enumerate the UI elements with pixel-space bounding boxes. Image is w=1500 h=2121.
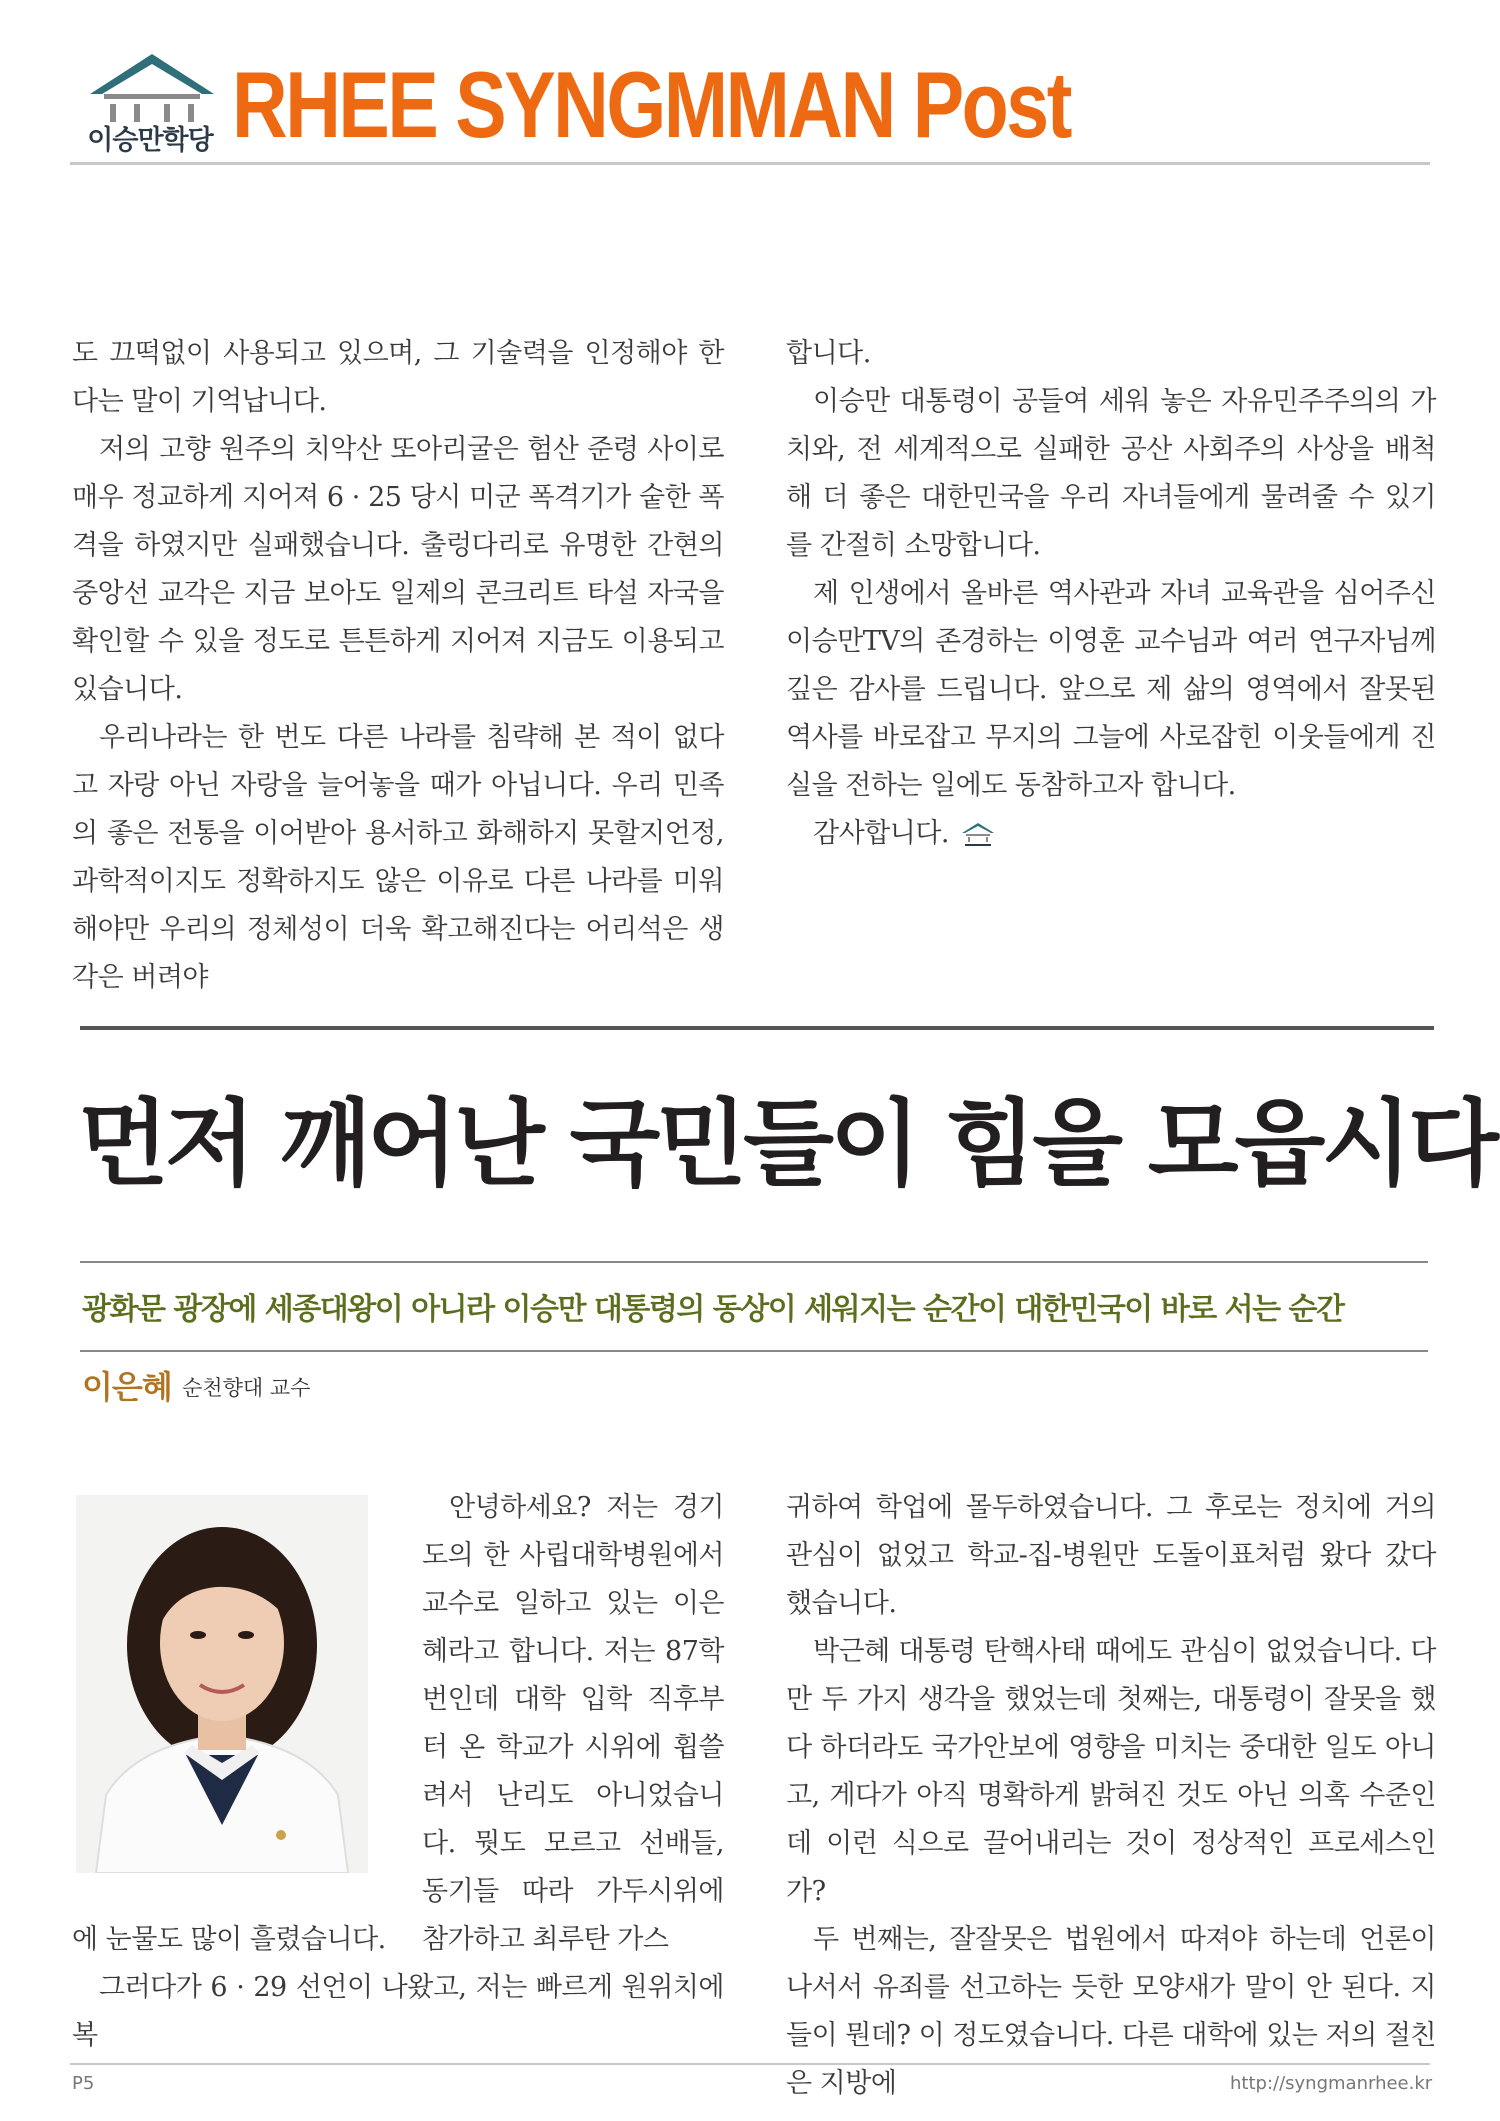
paragraph: 박근혜 대통령 탄핵사태 때에도 관심이 없었습니다. 다만 두 가지 생각을 했었는데 첫째는, 대통령이 잘못을 했다 하더라도 국가안보에 영향을 미치는 중대한 일도 아니고, 게다가 아직 명확하게 밝혀진 것도 아닌 의혹 수준인데 이런 식으로 끌어내리는 것이 정상적인 프로세스인가? — [786, 1636, 1436, 1907]
paragraph: 두 번째는, 잘잘못은 법원에서 따져야 하는데 언론이 나서서 유죄를 선고하는 듯한 모양새가 말이 안 된다. 지들이 뭔데? 이 정도였습니다. 다른 대학에 있는 저의 절친은 지방에 — [786, 1924, 1436, 2099]
author-name: 이은혜 — [82, 1368, 172, 1406]
closing-line — [786, 810, 1436, 858]
logo-text: 이승만학당 — [87, 125, 213, 156]
paragraph: 도 끄떡없이 사용되고 있으며, 그 기술력을 인정해야 한다는 말이 기억납니다. — [72, 338, 724, 417]
paragraph: 합니다. — [786, 338, 871, 369]
article-column-2 — [786, 1484, 1436, 2108]
paragraph: 그러다가 6 · 29 선언이 나왔고, 저는 빠르게 원위치에 복 — [72, 1972, 724, 2051]
paragraph: 우리나라는 한 번도 다른 나라를 침략해 본 적이 없다고 자랑 아닌 자랑을 늘어놓을 때가 아닙니다. 우리 민족의 좋은 전통을 이어받아 용서하고 화해하지 못할지언정, 과학적이지도 정확하지도 않은 이유로 다른 나라를 미워해야만 우리의 정체성이 더욱 확고해진다는 어리석은 생각은 버려야 — [72, 722, 724, 993]
footer-url[interactable]: http://syngmanrhee.kr — [1230, 2073, 1433, 2094]
author-affiliation: 순천향대 교수 — [182, 1376, 311, 1400]
article-subtitle: 광화문 광장에 세종대왕이 아니라 이승만 대통령의 동상이 세워지는 순간이 대한민국이 바로 서는 순간 — [82, 1292, 1344, 1327]
article-column-1-wrap — [422, 1484, 724, 1964]
prev-article-column-1 — [72, 330, 724, 1002]
paragraph: 에 눈물도 많이 흘렸습니다. — [72, 1924, 386, 1955]
article-column-1-below — [72, 1916, 724, 2060]
paragraph: 제 인생에서 올바른 역사관과 자녀 교육관을 심어주신 이승만TV의 존경하는 이영훈 교수님과 여러 연구자님께 깊은 감사를 드립니다. 앞으로 제 삶의 영역에서 잘못된 역사를 바로잡고 무지의 그늘에 사로잡힌 이웃들에게 진실을 전하는 일에도 동참하고자 합니다. — [786, 578, 1436, 801]
header-rule — [70, 162, 1430, 165]
article-headline: 먼저 깨어난 국민들이 힘을 모읍시다 — [78, 1090, 1495, 1199]
paragraph: 귀하여 학업에 몰두하였습니다. 그 후로는 정치에 거의 관심이 없었고 학교-집-병원만 도돌이표처럼 왔다 갔다 했습니다. — [786, 1492, 1436, 1619]
paragraph: 저의 고향 원주의 치악산 또아리굴은 험산 준령 사이로 매우 정교하게 지어져 6 · 25 당시 미군 폭격기가 숱한 폭격을 하였지만 실패했습니다. 출렁다리로 유명한 간현의 중앙선 교각은 지금 보아도 일제의 콘크리트 타설 자국을 확인할 수 있을 정도로 튼튼하게 지어져 지금도 이용되고 있습니다. — [72, 434, 724, 705]
author-portrait — [76, 1495, 368, 1873]
section-divider — [80, 1026, 1434, 1030]
masthead-title: RHEE SYNGMMAN Post — [232, 52, 1070, 157]
end-mark-logo-icon — [959, 822, 997, 848]
paragraph: 안녕하세요? 저는 경기도의 한 사립대학병원에서 교수로 일하고 있는 이은혜라고 합니다. 저는 87학번인데 대학 입학 직후부터 온 학교가 시위에 휩쓸려서 난리도 아니었습니다. 뭣도 모르고 선배들, 동기들 따라 가두시위에 참가하고 최루탄 가스 — [422, 1492, 724, 1955]
subtitle-rule-top — [80, 1261, 1428, 1263]
footer-rule — [70, 2063, 1430, 2065]
paragraph: 이승만 대통령이 공들여 세워 놓은 자유민주주의의 가치와, 전 세계적으로 실패한 공산 사회주의 사상을 배척해 더 좋은 대한민국을 우리 자녀들에게 물려줄 수 있기를 간절히 소망합니다. — [786, 386, 1436, 561]
closing-text: 감사합니다. — [813, 818, 949, 849]
subtitle-rule-bottom — [80, 1350, 1428, 1352]
page-number: P5 — [72, 2073, 95, 2094]
prev-article-column-2 — [786, 330, 1436, 858]
